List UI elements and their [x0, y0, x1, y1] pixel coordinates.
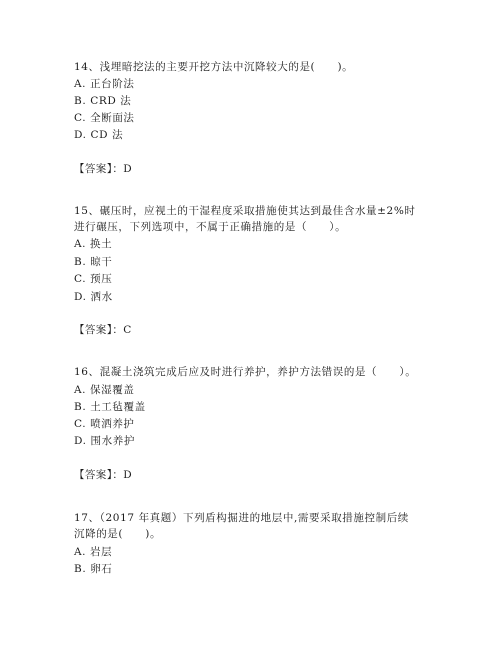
question-17-stem-line-1: 17、（2017 年真题）下列盾构掘进的地层中,需要采取措施控制后续	[74, 512, 409, 524]
question-16-stem: 16、混凝土浇筑完成后应及时进行养护，养护方法错误的是（ ）。	[74, 366, 417, 378]
question-14-answer: 【答案】：D	[74, 163, 133, 175]
question-16-option-c: C. 喷洒养护	[74, 418, 135, 430]
question-15-option-c: C. 预压	[74, 273, 113, 285]
question-14-option-b: B. CRD 法	[74, 95, 132, 107]
question-14-option-d: D. CD 法	[74, 129, 124, 141]
question-15-option-a: A. 换土	[74, 238, 113, 250]
question-17-option-a: A. 岩层	[74, 546, 113, 558]
question-14-option-c: C. 全断面法	[74, 112, 135, 124]
question-15-answer: 【答案】：C	[74, 324, 132, 336]
question-17-stem-line-2: 沉降的是( )。	[74, 528, 162, 540]
question-15-option-d: D. 洒水	[74, 291, 113, 303]
question-15-stem-line-1: 15、碾压时，应视土的干湿程度采取措施使其达到最佳含水量±2%时	[74, 205, 416, 217]
question-14-option-a: A. 正台阶法	[74, 78, 135, 90]
question-16-option-d: D. 围水养护	[74, 435, 135, 447]
question-15-stem-line-2: 进行碾压，下列选项中，不属于正确措施的是（ ）。	[74, 221, 347, 233]
question-16-option-b: B. 土工毡覆盖	[74, 401, 146, 413]
question-16-answer: 【答案】：D	[74, 469, 133, 481]
question-17-option-b: B. 卵石	[74, 563, 113, 575]
question-14-stem: 14、浅埋暗挖法的主要开挖方法中沉降较大的是( )。	[74, 61, 354, 73]
question-15-option-b: B. 晾干	[74, 256, 113, 268]
question-16-option-a: A. 保湿覆盖	[74, 384, 135, 396]
